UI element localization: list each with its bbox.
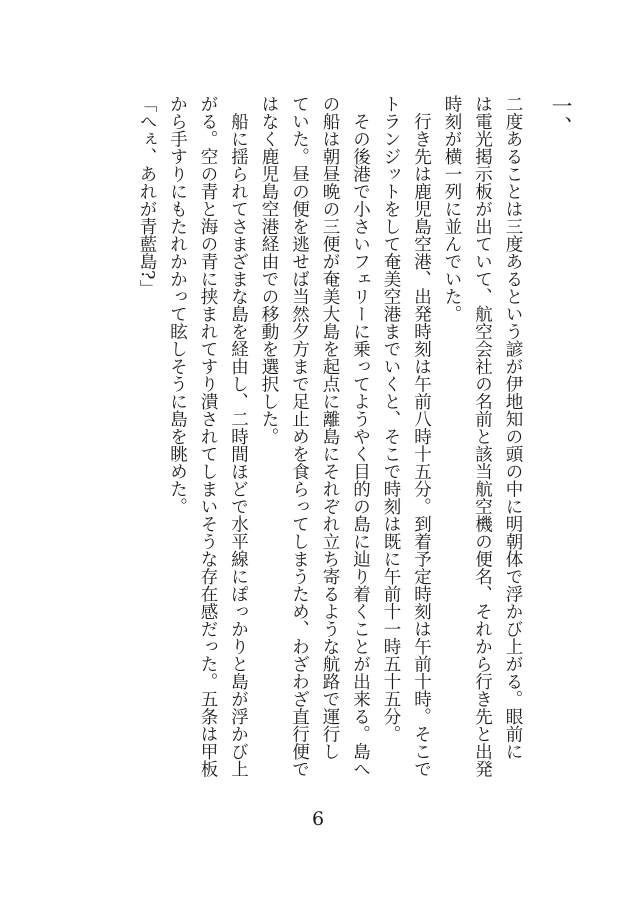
text-line: トランジットをして奄美空港までいくと、そこで時刻は既に午前十一時五十五分。 [381,95,401,743]
text-line: はなく鹿児島空港経由での移動を選択した。 [259,95,279,445]
text-line: から手すりにもたれかかって眩しそうに島を眺めた。 [167,95,188,515]
text-line: がる。空の青と海の青に挟まれてすり潰されてしまいそうな存在感だった。五条は甲板 [198,95,218,778]
vertical-body-text [132,95,529,815]
text-line: 行き先は鹿児島空港、出発時刻は午前八時十五分。到着予定時刻は午前十時。そこで [411,95,432,778]
chapter-heading: 一、 [549,95,573,137]
page-number: 6 [311,808,325,830]
text-line: 時刻が横一列に並んでいた。 [442,95,462,323]
text-line: は電光掲示板が出ていて、航空会社の名前と該当航空機の便名、それから行き先と出発 [472,95,493,778]
text-line: その後港で小さいフェリーに乗ってようやく目的の島に辿り着くことが出来る。島へ [350,95,371,778]
text-line: 「へぇ、あれが青藍島?」 [137,95,157,297]
text-line: ていた。昼の便を逃せば当然夕方まで足止めを食らってしまうため、わざわざ直行便で [289,95,310,778]
text-line: 二度あることは三度あるという諺が伊地知の頭の中に明朝体で浮かび上がる。眼前に [503,95,523,760]
text-line: 船に揺られてさまざまな島を経由し、二時間ほどで水平線にぽっかりと島が浮かび上 [228,95,249,778]
text-line: の船は朝昼晩の三便が奄美大島を起点に離島にそれぞれ立ち寄るような航路で運行し [320,95,340,760]
